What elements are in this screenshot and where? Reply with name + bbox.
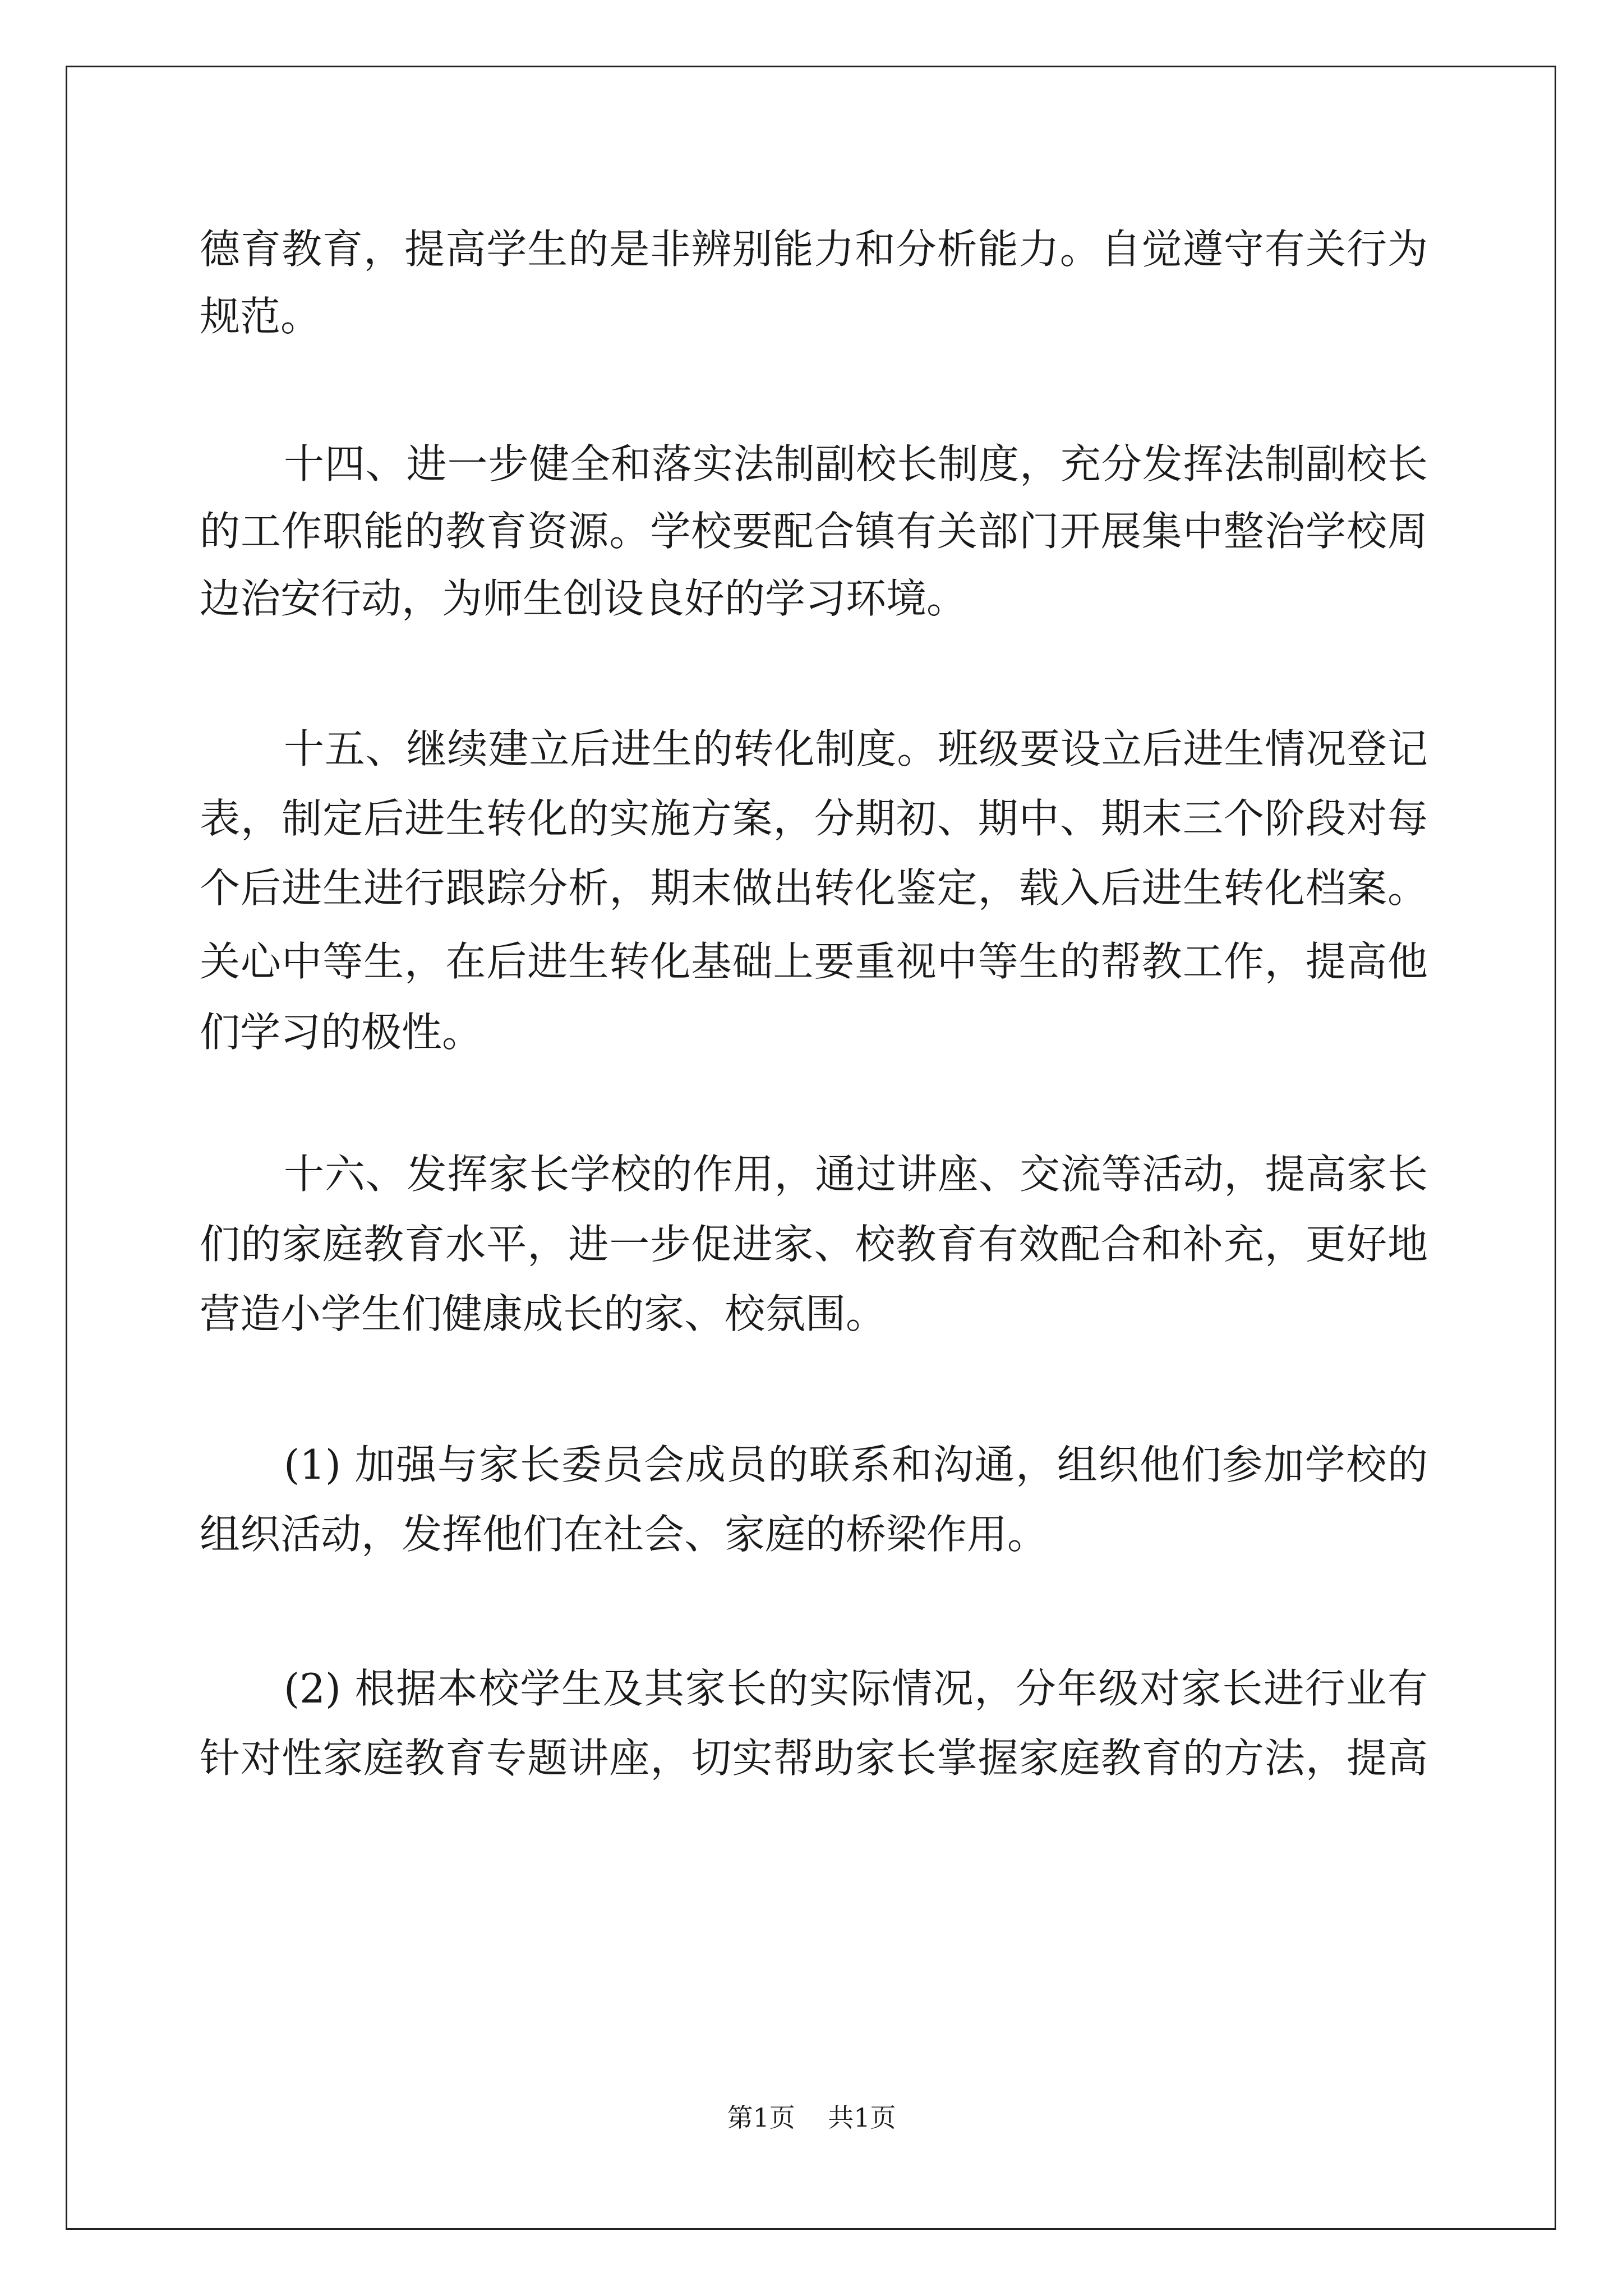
- text-line: 营造小学生们健康成长的家、校氛围。: [200, 1290, 887, 1337]
- text-line: 规范。: [200, 293, 321, 340]
- text-line: 表，制定后进生转化的实施方案，分期初、期中、期末三个阶段对每: [200, 795, 1428, 842]
- text-line: 个后进生进行跟踪分析，期末做出转化鉴定，载入后进生转化档案。: [200, 864, 1428, 912]
- text-line: 德育教育，提高学生的是非辨别能力和分析能力。自觉遵守有关行为: [200, 226, 1428, 273]
- text-line: 关心中等生，在后进生转化基础上要重视中等生的帮教工作，提高他: [200, 938, 1428, 985]
- text-line: 边治安行动，为师生创设良好的学习环境。: [200, 575, 967, 622]
- text-line: 们的家庭教育水平，进一步促进家、校教育有效配合和补充，更好地: [200, 1221, 1428, 1268]
- text-line: 们学习的极性。: [200, 1009, 483, 1056]
- text-line: 组织活动，发挥他们在社会、家庭的桥梁作用。: [200, 1511, 1048, 1558]
- list-item-2: (2) 根据本校学生及其家长的实际情况，分年级对家长进行业有: [284, 1665, 1428, 1712]
- paragraph-first-line: 十四、进一步健全和落实法制副校长制度，充分发挥法制副校长: [284, 440, 1428, 487]
- text-line: 的工作职能的教育资源。学校要配合镇有关部门开展集中整治学校周: [200, 508, 1428, 555]
- paragraph-first-line: 十六、发挥家长学校的作用，通过讲座、交流等活动，提高家长: [284, 1151, 1428, 1198]
- list-item-1: (1) 加强与家长委员会成员的联系和沟通，组织他们参加学校的: [284, 1441, 1428, 1488]
- paragraph-first-line: 十五、继续建立后进生的转化制度。班级要设立后进生情况登记: [284, 725, 1428, 772]
- page-footer: 第1页 共1页: [727, 2102, 896, 2133]
- text-line: 针对性家庭教育专题讲座，切实帮助家长掌握家庭教育的方法，提高: [200, 1734, 1428, 1782]
